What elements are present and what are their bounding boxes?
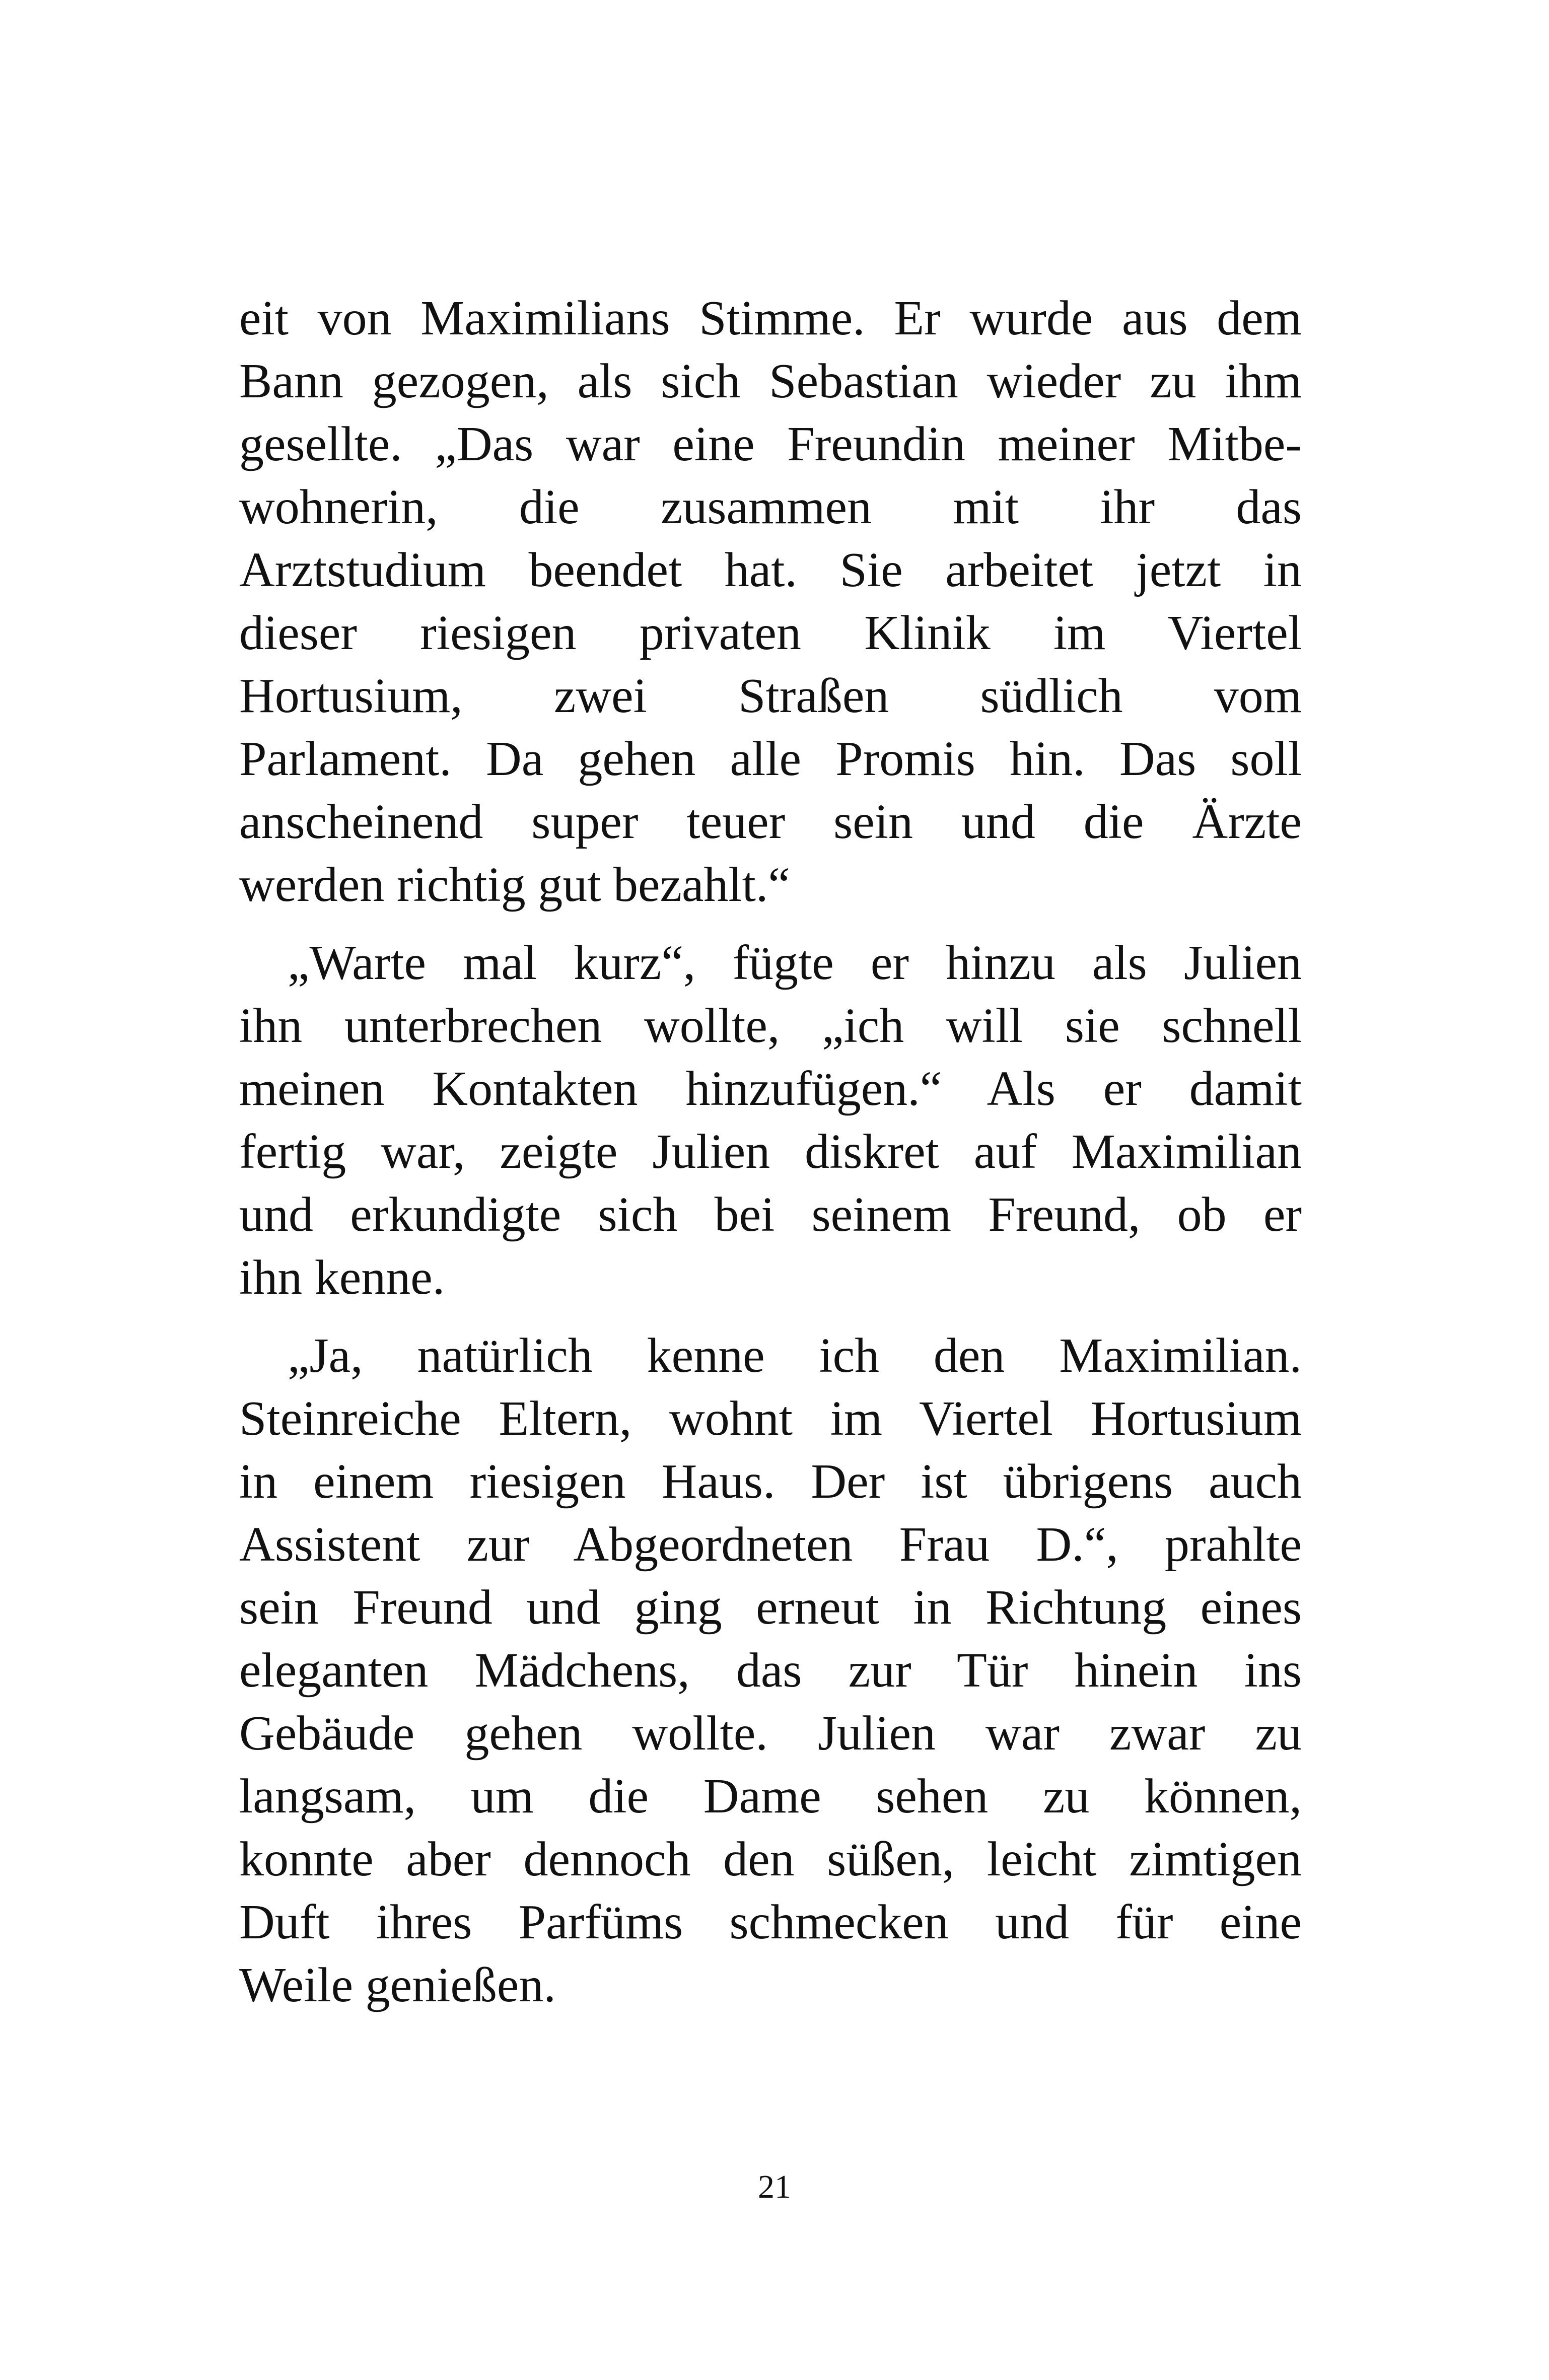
text-line: Bann gezogen, als sich Sebastian wieder zu ihm [239,354,1302,408]
paragraph-3 [239,1324,1302,2017]
text-line: Assistent zur Abgeordneten Frau D.“, prahlte [239,1517,1302,1572]
text-line: und erkundigte sich bei seinem Freund, ob er [239,1187,1302,1242]
text-line: eleganten Mädchens, das zur Tür hinein ins [239,1643,1302,1698]
text-line: Duft ihres Parfüms schmecken und für eine [239,1895,1302,1949]
text-line: werden richtig gut bezahlt.“ [239,858,790,912]
paragraph-2 [239,932,1302,1309]
text-line: langsam, um die Dame sehen zu können, [239,1769,1302,1824]
text-line: eit von Maximilians Stimme. Er wurde aus dem [239,291,1302,345]
page-number: 21 [758,2168,791,2205]
text-line: ihn unterbrechen wollte, „ich will sie schnell [239,999,1302,1053]
text-line: anscheinend super teuer sein und die Ärzte [239,795,1302,849]
text-line: dieser riesigen privaten Klinik im Viertel [239,606,1302,660]
text-line: Weile genießen. [239,1958,556,2012]
text-line: sein Freund und ging erneut in Richtung eines [239,1580,1302,1635]
text-line: konnte aber dennoch den süßen, leicht zimtigen [239,1832,1302,1886]
text-line: gesellte. „Das war eine Freundin meiner Mitbe- [239,417,1302,471]
text-line: meinen Kontakten hinzufügen.“ Als er damit [239,1062,1302,1116]
text-line: Parlament. Da gehen alle Promis hin. Das soll [239,732,1302,786]
text-line: in einem riesigen Haus. Der ist übrigens auch [239,1454,1302,1509]
body-text [239,287,1302,2032]
text-line: wohnerin, die zusammen mit ihr das [239,480,1302,534]
text-line: „Ja, natürlich kenne ich den Maximilian. [288,1328,1302,1383]
text-line: Steinreiche Eltern, wohnt im Viertel Hortusium [239,1391,1302,1446]
text-line: ihn kenne. [239,1250,445,1305]
paragraph-1 [239,287,1302,917]
text-line: „Warte mal kurz“, fügte er hinzu als Julien [288,936,1302,990]
text-line: Arztstudium beendet hat. Sie arbeitet jetzt in [239,543,1302,597]
text-line: fertig war, zeigte Julien diskret auf Maximilian [239,1125,1302,1179]
text-line: Hortusium, zwei Straßen südlich vom [239,669,1302,723]
text-line: Gebäude gehen wollte. Julien war zwar zu [239,1706,1302,1761]
